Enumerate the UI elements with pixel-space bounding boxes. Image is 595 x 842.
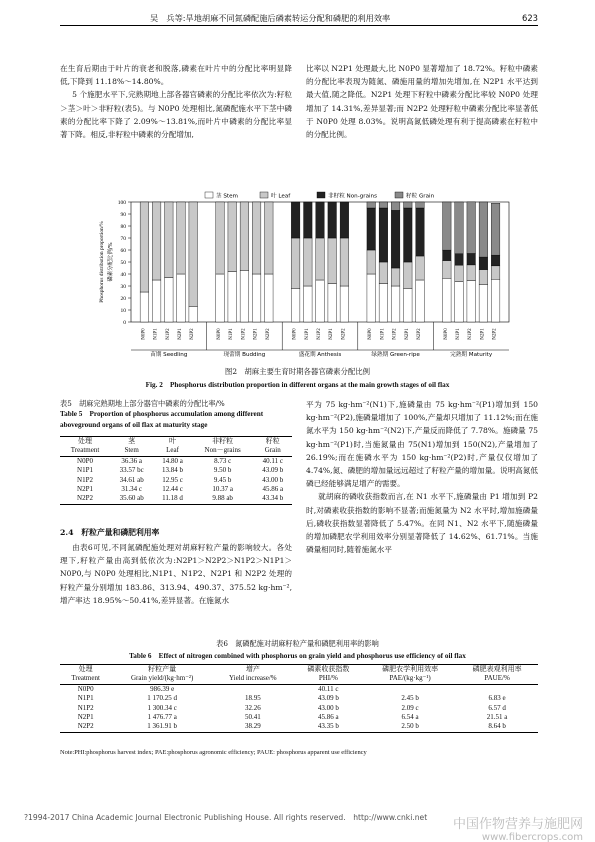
table5-caption-en: Table 5 Proportion of phosphorus accumulation among different aboveground organs of oil flax at maturity stage [60,410,264,429]
bar-segment-leaf [265,202,274,274]
watermark-name: 中国作物营养与施肥网 [452,817,583,832]
x-tick-label: N2P1 [480,328,486,340]
bar-segment-leaf [467,265,476,281]
bar-segment-non_grains [391,210,400,268]
bar-segment-stem [328,284,337,322]
bar-segment-leaf [367,250,376,274]
bar-segment-leaf [328,238,337,284]
table-row [60,456,292,466]
table-cell: 12.95 c [162,475,183,484]
table-cell: 32.26 [244,703,261,712]
x-tick-label: N1P1 [229,328,235,340]
bar-segment-non_grains [416,208,425,256]
table-header: Grain [254,446,292,456]
watermark [453,818,583,842]
table-cell: N1P1 [77,694,94,703]
bar-segment-non_grains [455,254,464,265]
running-header [60,12,538,26]
table-cell: 43.09 b [317,694,339,703]
bar-segment-stem [367,274,376,322]
bar-segment-non_grains [304,202,313,238]
bar-segment-grain [367,202,376,208]
bar-segment-non_grains [379,208,388,262]
table-cell: 9.45 b [213,475,232,484]
stage-label: 绿熟期 Green-ripe [371,352,420,358]
table-header: 处理 [60,665,111,675]
left-column-top [60,62,292,141]
y-tick-label: 90 [120,212,126,218]
table-cell: 43.35 b [293,722,364,732]
bar-segment-stem [265,274,274,322]
bar-segment-non_grains [404,208,413,262]
table6-caption-zh: 表6 氮磷配施对胡麻籽粒产量和磷肥利用率的影响 [216,639,379,648]
paragraph: 就胡麻的磷收获指数而言,在 N1 水平下,施磷量由 P1 增加到 P2 时,对磷素收获指数的影响不显著;而施氮量为 N2 水平时,增加施磷量后,磷收获指数显著降低了 5.47%。在同 N1、N2 水平下,随施磷量的增加磷肥农学利用效率分别显著降低了 14.62%、61.71%。当施磷量相同时,随着施氮水平 [306,492,538,555]
table-cell [213,684,293,694]
x-tick-label: N2P2 [416,328,422,340]
y-tick-label: 70 [120,236,126,242]
table-cell: 45.86 a [262,485,284,494]
x-tick-label: N1P1 [380,328,386,340]
stage-label: 完熟期 Maturity [450,352,493,358]
bar-segment-stem [252,274,261,322]
legend-label: 茎 Stem [216,193,239,200]
x-tick-label: N1P2 [317,328,322,340]
right-column-top [306,62,538,141]
bar-segment-stem [391,286,400,322]
paragraph: 比率以 N2P1 处理最大,比 N0P0 显著增加了 18.72%。籽粒中磷素的分配比率表现为随氮、磷施用量的增加先增加,在 N2P1 水平达到最大值,随之降低。N2P1 处理下籽粒中磷素分配比率较 N0P0 处理增加了 14.31%,差异显著;而 N2P2 处理籽粒中磷素分配比率显著低于 N0P0 处理 8.03%。说明高氮低磷处理有利于提高磷素在籽粒中的分配比例。 [306,64,538,140]
table-cell: 986.39 e [150,684,175,693]
table-header: 叶 [153,437,191,447]
table-header: Leaf [153,446,191,456]
x-tick-label: N0P0 [217,328,223,340]
table6-note: Note:PHI:phosphorus harvest index; PAE:phosphorus agronomic efficiency; PAUE: phosphorus apparent use efficiency [60,749,367,756]
bar-segment-grain [455,202,464,254]
table-row [60,466,292,475]
table-cell: 43.34 b [254,494,292,504]
table-header: 磷肥农学利用效率 [364,665,456,675]
bar-segment-stem [340,286,349,322]
table-cell: 31.34 c [121,485,142,494]
table6-caption-en: Table 6 Effect of nitrogen combined with phosphorus on grain yield and phosphorus use efficiency of oil flax [129,652,466,660]
bar-segment-non_grains [291,202,300,238]
table-header: 磷肥表观利用率 [456,665,538,675]
bar-segment-stem [455,282,464,322]
table-cell: 43.00 b [262,475,284,484]
bar-segment-stem [379,284,388,322]
y-tick-label: 20 [120,296,126,302]
table-cell: 36.36 a [121,456,142,465]
bar-segment-leaf [291,238,300,288]
table-cell: N1P2 [77,703,94,712]
bar-segment-leaf [391,268,400,286]
table-cell: 2.45 b [401,694,419,703]
page-number: 623 [522,13,538,23]
table-header: Treatment [60,446,110,456]
paragraph: 5 个施肥水平下,完熟期地上部各器官磷素的分配比率依次为:籽粒＞茎＞叶＞非籽粒(表5)。与 N0P0 处理相比,氮磷配施水平下茎中磷素的分配比率下降了 2.09%～13.81%,而叶片中磷素的分配比率显著下降。相反,非籽粒中磷素的分配增加, [60,90,292,140]
bar-segment-stem [304,286,313,322]
table-header: Grain yield/(kg·hm⁻²) [111,674,213,684]
table-row [60,684,538,694]
bar-segment-leaf [340,238,349,286]
table-cell: 21.51 a [486,713,508,722]
header-title: 吴 兵等:旱地胡麻不同氮磷配施后磷素转运分配和磷肥的利用效率 [150,13,391,23]
bar-segment-leaf [189,202,198,306]
x-tick-label: N0P0 [292,328,298,340]
table-cell: 1 361.91 b [111,722,213,732]
table-header: Stem [110,446,153,456]
table-cell: N2P2 [60,722,111,732]
table-cell: 1 170.25 d [147,694,178,703]
bar-segment-stem [140,292,149,322]
bar-segment-leaf [165,202,174,278]
x-tick-label: N0P0 [443,328,449,340]
x-tick-label: N1P1 [153,328,159,340]
table-cell: 45.86 a [318,713,339,722]
table-5 [60,436,292,505]
y-tick-label: 0 [123,320,126,326]
bar-segment-grain [491,203,500,255]
y-tick-label: 60 [120,248,126,254]
x-tick-label: N2P2 [341,328,347,340]
bar-segment-leaf [252,202,261,274]
table-cell: 43.00 b [317,703,339,712]
legend-swatch [205,192,213,198]
bar-segment-leaf [416,256,425,280]
bar-segment-stem [404,288,413,322]
y-axis-label-zh: 磷素分配比例/% [108,242,114,282]
bar-segment-stem [479,284,488,322]
x-tick-label: N2P1 [404,328,410,340]
figure-caption-en: Fig. 2 Phosphorus distribution proportion in different organs at the main growth stages of oil flax [145,381,450,389]
table-row [60,476,292,485]
bar-segment-leaf [455,265,464,282]
y-tick-label: 100 [117,200,126,206]
table-header: PAE/(kg·kg⁻¹) [364,674,456,684]
x-tick-label: N1P2 [241,328,247,340]
bar-segment-non_grains [467,253,476,264]
table-header: PHI/% [293,674,364,684]
table-row [60,722,538,732]
table-cell: 1 300.34 c [147,703,177,712]
figure-caption-zh: 图2 胡麻主要生育时期各器官磷素分配比例 [224,367,371,376]
table-cell [456,684,538,694]
x-tick-label: N2P2 [492,328,498,340]
stage-label: 现蕾期 Budding [223,352,266,358]
table-header: Non－grains [192,446,254,456]
table-cell: 9.88 ab [192,494,254,504]
table-row [60,485,292,494]
right-column-mid [306,398,538,556]
bar-segment-leaf [379,262,388,284]
bar-segment-stem [316,280,325,322]
bar-segment-leaf [240,202,249,270]
bar-segment-non_grains [443,250,452,260]
x-tick-label: N2P2 [265,328,271,340]
table-row [60,704,538,713]
table-header: 磷素收获指数 [293,665,364,675]
table-cell: 6.57 d [488,703,506,712]
x-tick-label: N2P1 [253,328,259,340]
table-cell: 1 476.77 a [147,713,177,722]
table-cell: 40.11 c [262,456,283,465]
legend-label: 籽粒 Grain [406,193,435,200]
bar-segment-non_grains [367,208,376,250]
legend-label: 叶 Leaf [271,193,291,200]
y-tick-label: 30 [120,284,126,290]
watermark-url: www.fibercrops.com [481,832,583,842]
legend-swatch [317,192,325,198]
bar-segment-stem [165,278,174,322]
legend-swatch [260,192,268,198]
paragraph: 在生育后期由于叶片的衰老和脱落,磷素在叶片中的分配比率明显降低,下降到 11.18%～14.80%。 [60,64,292,87]
table-cell: 18.95 [244,694,261,703]
bar-segment-stem [152,280,161,322]
paragraph: 平为 75 kg·hm⁻²(N1)下,施磷量由 75 kg·hm⁻²(P1)增加到 150 kg·hm⁻²(P2),施磷量增加了 100%,产量却只增加了 11.12%;而在施氮水平为 150 kg·hm⁻²(N2)下,产量反而降低了 7.78%。施磷量 75 kg·hm⁻²(P1)时,当施氮量由 75(N1)增加到 150(N2),产量增加了 26.19%;而在施磷水平为 150 kg·hm⁻²(P2)时,产量仅仅增加了 4.74%,氮、磷肥的增加量远远超过了籽粒产量的增加量。说明高氮低磷已经能够满足增产的需要。 [306,400,538,489]
table-cell: 10.37 a [212,485,233,494]
bar-segment-grain [467,202,476,254]
table-header: Yield increase/% [213,674,293,684]
bar-segment-non_grains [479,257,488,269]
table-cell: 2.50 b [364,722,456,732]
bar-segment-stem [467,280,476,322]
table-cell: 43.09 b [262,466,284,475]
bar-segment-stem [228,272,237,322]
x-tick-label: N1P2 [165,328,171,340]
bar-segment-leaf [140,202,149,292]
table-header: PAUE/% [456,674,538,684]
table-cell: 6.54 a [401,713,419,722]
table-cell: 40.11 c [318,684,339,693]
table-cell: 33.57 bc [119,466,144,475]
table-header: 处理 [60,437,110,447]
table-row [60,713,538,722]
table-6 [60,664,538,733]
table-cell: 8.64 b [456,722,538,732]
table-header: 茎 [110,437,153,447]
bar-segment-leaf [316,238,325,280]
table-cell: 9.50 b [213,466,232,475]
table-cell: 6.83 e [488,694,506,703]
bar-segment-grain [479,202,488,257]
legend-label: 非籽粒 Non-grains [328,193,378,200]
bar-segment-leaf [152,202,161,280]
table-row [60,694,538,703]
y-tick-label: 10 [120,308,126,314]
table-cell: 38.29 [213,722,293,732]
bar-segment-leaf [404,262,413,288]
y-tick-label: 80 [120,224,126,230]
distribution-chart [95,190,515,362]
bar-segment-stem [291,288,300,322]
bar-segment-stem [491,279,500,322]
x-tick-label: N1P2 [468,328,474,340]
bar-segment-non_grains [328,202,337,238]
bar-segment-leaf [304,238,313,286]
bar-segment-grain [379,202,388,208]
bar-segment-leaf [177,202,186,274]
bar-segment-non_grains [340,202,349,238]
bar-segment-grain [416,202,425,208]
x-tick-label: N2P2 [190,328,196,340]
table-row [60,494,292,504]
bar-segment-stem [177,274,186,322]
stage-label: 苗期 Seedling [150,352,188,358]
table-cell: 50.41 [244,713,261,722]
bar-segment-non_grains [491,255,500,266]
table-cell: 34.61 ab [119,475,144,484]
table5-caption [60,398,292,431]
x-tick-label: N2P1 [329,328,335,340]
x-tick-label: N0P0 [141,328,147,340]
stage-label: 盛花期 Anthesis [298,352,342,358]
legend-swatch [395,192,403,198]
table-header: 籽粒 [254,437,292,447]
table-cell [364,684,456,694]
x-tick-label: N1P1 [456,328,462,340]
bar-segment-leaf [491,266,500,279]
table-cell: 14.80 a [162,456,183,465]
table5-caption-zh: 表5 胡麻完熟期地上部分器官中磷素的分配比率/% [60,399,225,408]
table-cell: N1P1 [77,466,93,475]
table-header: 籽粒产量 [111,665,213,675]
bar-segment-leaf [228,202,237,272]
bar-segment-grain [404,202,413,208]
table-header: 非籽粒 [192,437,254,447]
bar-segment-stem [443,278,452,322]
bar-segment-grain [391,202,400,210]
table-cell: N0P0 [77,456,93,465]
table-cell: N2P1 [77,485,93,494]
table-header: 增产 [213,665,293,675]
table-cell: 11.18 d [153,494,191,504]
table-cell: N1P2 [77,475,93,484]
x-tick-label: N2P1 [177,328,183,340]
x-tick-label: N1P1 [304,328,310,340]
y-tick-label: 50 [120,260,126,266]
table-cell: 13.84 b [161,466,183,475]
bar-segment-stem [189,306,198,322]
table-cell: N2P1 [77,713,94,722]
section-heading: 2.4 籽粒产量和磷肥利用率 [60,528,160,537]
figure-2 [95,190,515,362]
table-cell: 8.73 c [214,456,232,465]
left-column-mid [60,541,292,607]
bar-segment-leaf [443,261,452,279]
x-tick-label: N1P2 [392,328,398,340]
table-cell: 2.09 c [401,703,419,712]
bar-segment-grain [443,202,452,250]
x-tick-label: N0P0 [368,328,374,340]
y-axis-label: Phosphorus distribution proportion/% [99,221,105,303]
bar-segment-stem [216,274,225,322]
bar-segment-leaf [216,202,225,274]
table-cell: N0P0 [77,684,94,693]
bar-segment-non_grains [316,202,325,238]
bar-segment-stem [416,280,425,322]
y-tick-label: 40 [120,272,126,278]
table-cell: 35.60 ab [110,494,153,504]
footer-copyright: ?1994-2017 China Academic Journal Electronic Publishing House. All rights reserved. http://www.cnki.net [24,813,428,822]
table-header: Treatment [60,674,111,684]
paragraph: 由表6可见,不同氮磷配施处理对胡麻籽粒产量的影响较大。各处理下,籽粒产量由高到低依次为:N2P1＞N2P2＞N1P2＞N1P1＞N0P0,与 N0P0 处理相比,N1P1、N1P2、N2P1 和 N2P2 处理的籽粒产量分别增加 183.86、313.94、490.37、375.52 kg·hm⁻²,增产率达 18.95%～50.41%,差异显著。在施氮水 [60,543,292,605]
bar-segment-leaf [479,270,488,285]
bar-segment-stem [240,270,249,322]
table-cell: 12.44 c [162,485,183,494]
table-cell: N2P2 [60,494,110,504]
